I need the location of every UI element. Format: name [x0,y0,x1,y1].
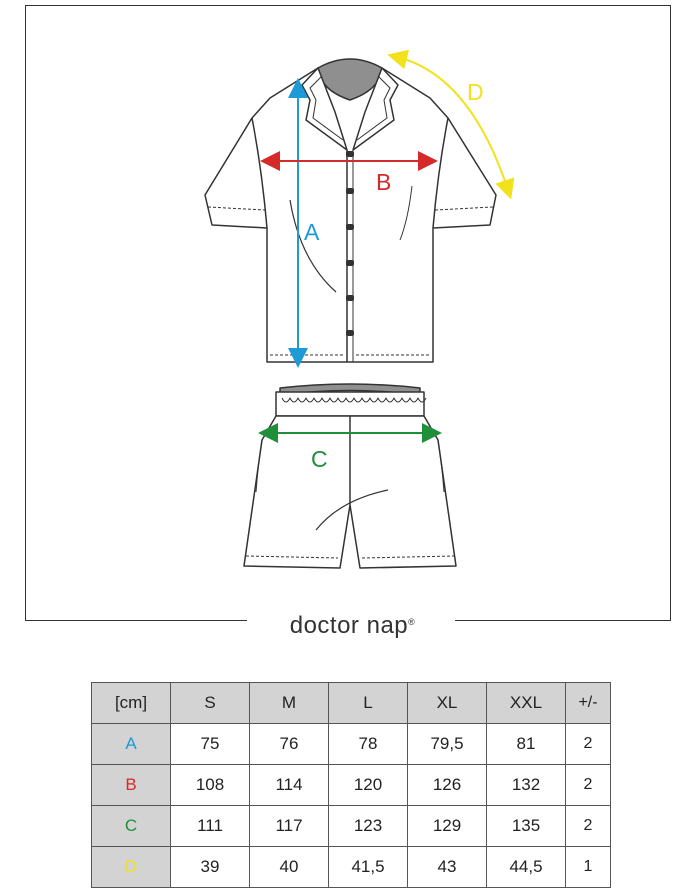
dimension-b-label: B [376,169,392,195]
table-cell: 81 [487,724,566,765]
size-header-xl: XL [408,683,487,724]
registered-mark: ® [408,617,416,627]
table-cell: 40 [250,847,329,888]
tolerance-cell: 1 [566,847,611,888]
shirt-drawing [205,59,496,362]
tolerance-cell: 2 [566,765,611,806]
table-cell: 39 [171,847,250,888]
table-row [92,765,611,806]
size-header-m: M [250,683,329,724]
dimension-c-label: C [311,446,328,472]
size-header-xxl: XXL [487,683,566,724]
table-cell: 44,5 [487,847,566,888]
tolerance-header: +/- [566,683,611,724]
dimension-a-label: A [304,219,320,245]
table-cell: 117 [250,806,329,847]
table-row [92,724,611,765]
size-header-l: L [329,683,408,724]
table-cell: 43 [408,847,487,888]
size-table-header-row [92,683,611,724]
table-cell: 114 [250,765,329,806]
row-label-b: B [92,765,171,806]
table-cell: 108 [171,765,250,806]
table-cell: 41,5 [329,847,408,888]
dimension-d-label: D [467,79,484,105]
brand-logo [250,608,455,644]
size-table [91,682,611,888]
table-cell: 79,5 [408,724,487,765]
table-cell: 132 [487,765,566,806]
table-cell: 123 [329,806,408,847]
table-row [92,806,611,847]
row-label-d: D [92,847,171,888]
shorts-drawing [244,384,456,568]
table-cell: 126 [408,765,487,806]
table-cell: 129 [408,806,487,847]
table-row [92,847,611,888]
table-cell: 111 [171,806,250,847]
table-cell: 135 [487,806,566,847]
tolerance-cell: 2 [566,806,611,847]
row-label-a: A [92,724,171,765]
tolerance-cell: 2 [566,724,611,765]
row-label-c: C [92,806,171,847]
brand-name: doctor nap [289,612,409,639]
size-header-s: S [171,683,250,724]
unit-header: [cm] [92,683,171,724]
table-cell: 76 [250,724,329,765]
table-cell: 75 [171,724,250,765]
table-cell: 78 [329,724,408,765]
table-cell: 120 [329,765,408,806]
